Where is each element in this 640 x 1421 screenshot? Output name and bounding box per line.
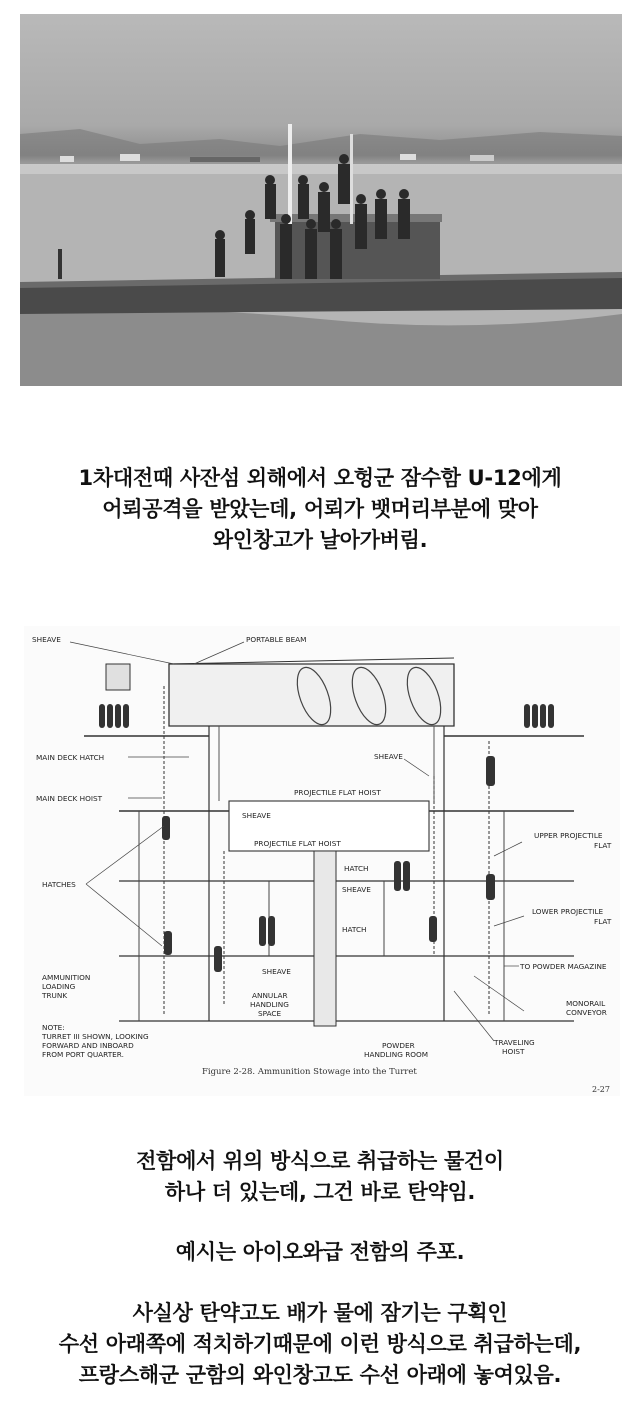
label-to-powder-magazine: TO POWDER MAGAZINE [520, 962, 607, 971]
submarine-photo [20, 14, 622, 386]
submarine-photo-art [20, 14, 622, 386]
label-annular-2: HANDLING [250, 1000, 289, 1009]
label-note-2: TURRET III SHOWN, LOOKING [42, 1032, 149, 1041]
label-sheave-top: SHEAVE [32, 635, 61, 644]
label-note-4: FROM PORT QUARTER. [42, 1050, 124, 1059]
label-monorail-2: CONVEYOR [566, 1008, 607, 1017]
label-annular-3: SPACE [258, 1009, 282, 1018]
label-hatch-1: HATCH [344, 864, 369, 873]
caption-waterline-storage [0, 1298, 640, 1391]
label-hatches: HATCHES [42, 880, 76, 889]
caption-iowa-example [0, 1237, 640, 1268]
label-hatch-2: HATCH [342, 925, 367, 934]
label-sheave-center: SHEAVE [342, 885, 371, 894]
page-number: 2-27 [592, 1085, 610, 1094]
label-main-deck-hatch: MAIN DECK HATCH [36, 753, 105, 762]
ammunition-stowage-diagram [24, 626, 620, 1096]
caption1-line1: 1차대전때 사잔섬 외해에서 오헝군 잠수함 U-12에게 [78, 466, 562, 490]
caption4-line3: 프랑스해군 군함의 와인창고도 수선 아래에 놓여있음. [78, 1363, 562, 1387]
label-sheave-mid: SHEAVE [374, 752, 403, 761]
label-traveling-hoist-1: TRAVELING [494, 1038, 535, 1047]
label-annular-1: ANNULAR [252, 991, 288, 1000]
label-powder-room-2: HANDLING ROOM [364, 1050, 429, 1059]
label-projectile-flat-hoist-upper: PROJECTILE FLAT HOIST [294, 788, 381, 797]
label-ammo-trunk-1: AMMUNITION [42, 973, 91, 982]
label-main-deck-hoist: MAIN DECK HOIST [36, 794, 103, 803]
label-portable-beam: PORTABLE BEAM [246, 635, 307, 644]
label-lower-projectile-flat-2: FLAT [594, 917, 612, 926]
label-ammo-trunk-3: TRUNK [42, 991, 68, 1000]
label-ammo-trunk-2: LOADING [42, 982, 76, 991]
caption-ammunition [0, 1146, 640, 1208]
label-monorail-1: MONORAIL [566, 999, 606, 1008]
label-note-1: NOTE: [42, 1023, 65, 1032]
label-powder-room-1: POWDER [382, 1041, 415, 1050]
caption2-line1: 전함에서 위의 방식으로 취급하는 물건이 [136, 1149, 504, 1173]
label-upper-projectile-flat-1: UPPER PROJECTILE [534, 831, 603, 840]
label-sheave-left: SHEAVE [242, 811, 271, 820]
label-traveling-hoist-2: HOIST [502, 1047, 525, 1056]
caption4-line1: 사실상 탄약고도 배가 물에 잠기는 구획인 [132, 1301, 508, 1325]
label-lower-projectile-flat-1: LOWER PROJECTILE [532, 907, 604, 916]
caption-wine-cellar-story [0, 463, 640, 556]
caption2-line2: 하나 더 있는데, 그건 바로 탄약임. [164, 1180, 476, 1204]
caption1-line2: 어뢰공격을 받았는데, 어뢰가 뱃머리부분에 맞아 [102, 497, 538, 521]
label-projectile-flat-hoist-lower: PROJECTILE FLAT HOIST [254, 839, 341, 848]
caption4-line2: 수선 아래쪽에 적치하기때문에 이런 방식으로 취급하는데, [58, 1332, 582, 1356]
caption1-line3: 와인창고가 날아가버림. [212, 528, 428, 552]
caption3-line1: 예시는 아이오와급 전함의 주포. [175, 1240, 465, 1264]
label-note-3: FORWARD AND INBOARD [42, 1041, 134, 1050]
label-upper-projectile-flat-2: FLAT [594, 841, 612, 850]
figure-caption: Figure 2-28. Ammunition Stowage into the Turret [202, 1067, 417, 1077]
label-sheave-bottom: SHEAVE [262, 967, 291, 976]
